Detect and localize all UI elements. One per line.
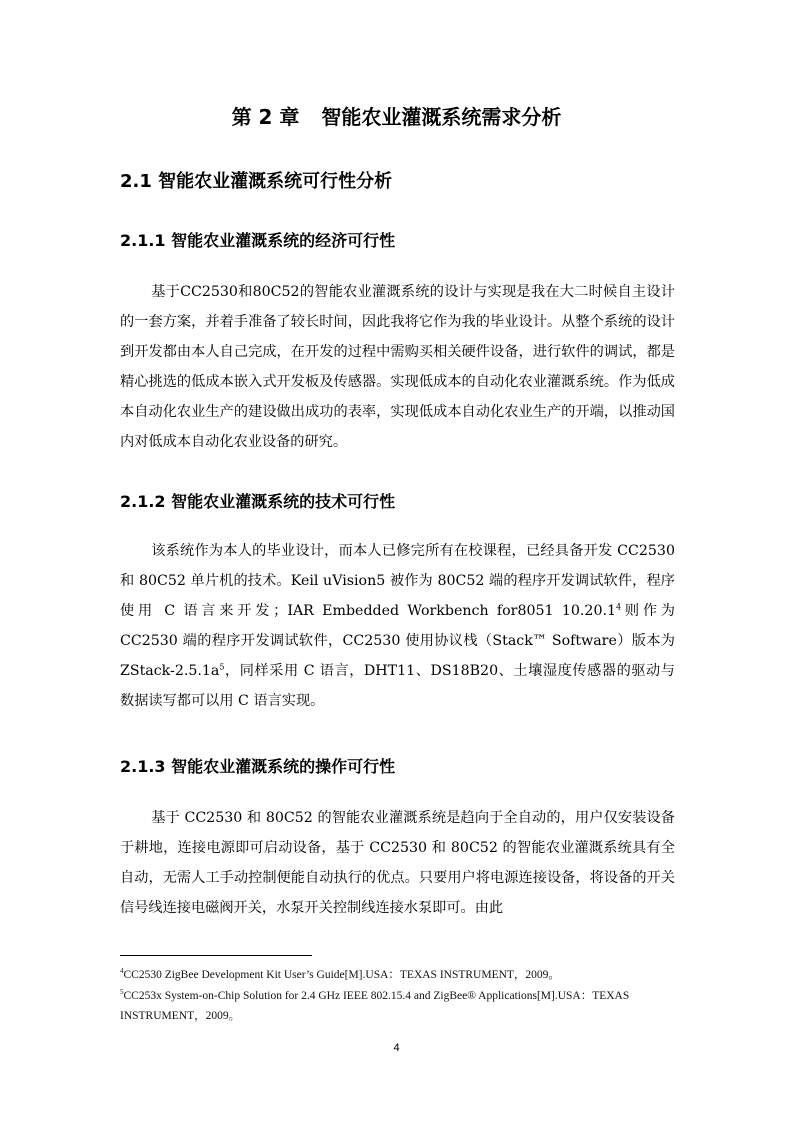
- chapter-title: [0, 104, 793, 130]
- paragraph-technical-part3: ，同样采用 C 语言，DHT11、DS18B20、土壤湿度传感器的驱动与数据读写都可以用 C 语言实现。: [120, 663, 675, 709]
- footnote-text: CC253x System-on-Chip Solution for 2.4 GHz IEEE 802.15.4 and ZigBee® Applications[M].USA：TEXAS INSTRUMENT，2009。: [120, 990, 630, 1022]
- chapter-name: 智能农业灌溉系统需求分析: [321, 105, 562, 129]
- footnote-divider: [120, 955, 312, 956]
- section-heading: 2.1 智能农业灌溉系统可行性分析: [120, 171, 393, 192]
- footnote-reference[interactable]: 4: [616, 602, 622, 612]
- footnote-mark: 4: [120, 967, 124, 976]
- subsection-heading-economic: 2.1.1 智能农业灌溉系统的经济可行性: [120, 231, 396, 250]
- chapter-number: 第 2 章: [231, 105, 300, 129]
- footnote-text: CC2530 ZigBee Development Kit User’s Guide[M].USA：TEXAS INSTRUMENT，2009。: [123, 969, 560, 981]
- footnote: [120, 986, 675, 1026]
- paragraph-technical: [120, 536, 675, 716]
- paragraph-technical-part2: 则作为 CC2530 端的程序开发调试软件，CC2530 使用协议栈（Stack™ Software）版本为 ZStack-2.5.1a: [120, 603, 675, 679]
- paragraph-technical-part1: 该系统作为本人的毕业设计，而本人已修完所有在校课程，已经具备开发 CC2530 和 80C52 单片机的技术。Keil uVision5 被作为 80C52 端的程序开发调试软件，程序使用 C 语言来开发；IAR Embedded Workbench for8051 10.20.1: [120, 543, 675, 619]
- subsection-heading-operational: 2.1.3 智能农业灌溉系统的操作可行性: [120, 757, 396, 776]
- footnote-mark: 5: [120, 988, 124, 997]
- paragraph-economic: 基于CC2530和80C52的智能农业灌溉系统的设计与实现是我在大二时候自主设计的一套方案，并着手准备了较长时间，因此我将它作为我的毕业设计。从整个系统的设计到开发都由本人自己完成，在开发的过程中需购买相关硬件设备，进行软件的调试，都是精心挑选的低成本嵌入式开发板及传感器。实现低成本的自动化农业灌溉系统。作为低成本自动化农业生产的建设做出成功的表率，实现低成本自动化农业生产的开端，以推动国内对低成本自动化农业设备的研究。: [120, 284, 675, 450]
- footnote: [120, 965, 675, 985]
- paragraph-operational: 基于 CC2530 和 80C52 的智能农业灌溉系统是趋向于全自动的，用户仅安装设备于耕地，连接电源即可启动设备，基于 CC2530 和 80C52 的智能农业灌溉系统具有全自动，无需人工手动控制便能自动执行的优点。只要用户将电源连接设备，将设备的开关信号线连接电磁阀开关，水泵开关控制线连接水泵即可。由此: [120, 810, 675, 916]
- page-number: 4: [393, 1042, 400, 1054]
- subsection-heading-technical: 2.1.2 智能农业灌溉系统的技术可行性: [120, 492, 396, 511]
- footnote-reference[interactable]: 5: [219, 662, 225, 672]
